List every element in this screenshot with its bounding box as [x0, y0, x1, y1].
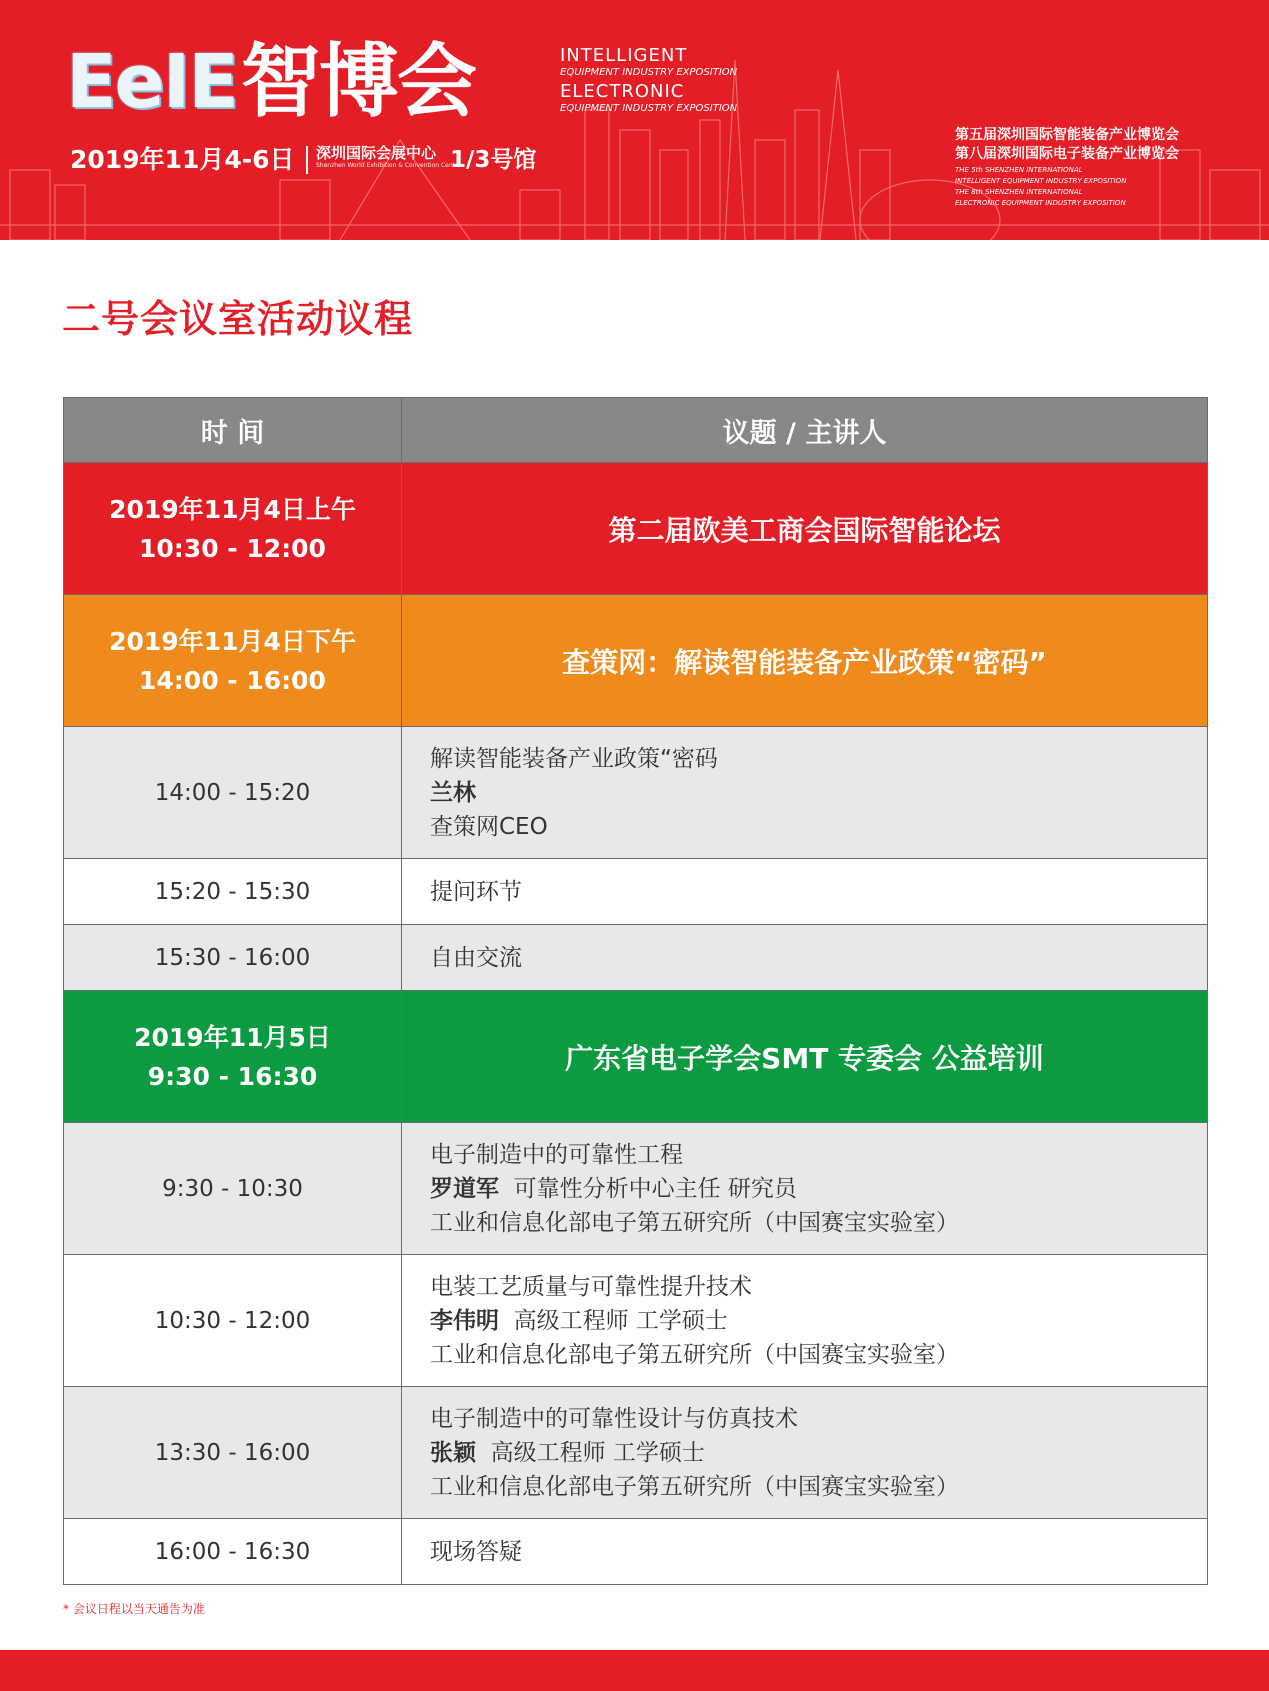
session-hours: 10:30 - 12:00 [139, 533, 326, 563]
logo-en-line: INTELLIGENT [560, 45, 688, 66]
agenda-table [63, 397, 1208, 1585]
column-header-topic: 议题 / 主讲人 [402, 398, 1208, 463]
header-banner [0, 0, 1269, 240]
logo-en-line: EQUIPMENT INDUSTRY EXPOSITION [560, 103, 738, 114]
session-time [64, 991, 402, 1123]
speaker-position: 高级工程师 工学硕士 [490, 1439, 705, 1466]
session-date: 2019年11月5日 [134, 1022, 331, 1052]
column-header-time: 时 间 [64, 398, 402, 463]
page-title: 二号会议室活动议程 [62, 297, 414, 341]
logo-english [560, 46, 737, 118]
logo-en-line: ELECTRONIC [560, 81, 685, 102]
table-row [64, 1123, 1208, 1255]
talk-title: 电装工艺质量与可靠性提升技术 [430, 1273, 752, 1300]
speaker-name: 罗道军 [430, 1175, 499, 1202]
row-time: 16:00 - 16:30 [64, 1519, 402, 1585]
session-time [64, 463, 402, 595]
row-topic: 现场答疑 [402, 1519, 1208, 1585]
venue-cn: 深圳国际会展中心 [316, 144, 437, 162]
table-row [64, 1387, 1208, 1519]
hall-number: 1/3号馆 [450, 147, 537, 173]
speaker-affiliation: 工业和信息化部电子第五研究所（中国赛宝实验室） [430, 1341, 959, 1368]
row-topic [402, 1123, 1208, 1255]
logo-chinese: 智博会 [240, 35, 475, 128]
row-topic [402, 1387, 1208, 1519]
venue [316, 144, 461, 170]
session-date: 2019年11月4日上午 [109, 494, 356, 524]
speaker-name: 李伟明 [430, 1307, 499, 1334]
session-row [64, 463, 1208, 595]
table-row [64, 1255, 1208, 1387]
row-time: 13:30 - 16:00 [64, 1387, 402, 1519]
table-row [64, 727, 1208, 859]
table-row [64, 859, 1208, 925]
row-topic [402, 1255, 1208, 1387]
expo-names [955, 126, 1179, 208]
table-header-row [64, 398, 1208, 463]
row-topic: 自由交流 [402, 925, 1208, 991]
row-time: 14:00 - 15:20 [64, 727, 402, 859]
venue-en: Shenzhen World Exhibition & Convention Center [316, 162, 462, 169]
row-time: 15:20 - 15:30 [64, 859, 402, 925]
expo-name-en: THE 8th SHENZHEN INTERNATIONAL [955, 188, 1083, 196]
session-title: 第二届欧美工商会国际智能论坛 [402, 463, 1208, 595]
row-topic [402, 727, 1208, 859]
speaker-affiliation: 查策网CEO [430, 813, 548, 840]
speaker-position: 高级工程师 工学硕士 [513, 1307, 728, 1334]
table-row [64, 1519, 1208, 1585]
table-row [64, 925, 1208, 991]
divider [306, 146, 308, 174]
logo-latin: EeIE [66, 39, 237, 125]
row-time: 15:30 - 16:00 [64, 925, 402, 991]
session-title: 广东省电子学会SMT 专委会 公益培训 [402, 991, 1208, 1123]
row-time: 9:30 - 10:30 [64, 1123, 402, 1255]
footnote: * 会议日程以当天通告为准 [63, 1602, 205, 1616]
expo-name-en: THE 5th SHENZHEN INTERNATIONAL [955, 166, 1083, 174]
expo-logo [66, 35, 475, 128]
speaker-position: 可靠性分析中心主任 研究员 [513, 1175, 797, 1202]
event-date: 2019年11月4-6日 [70, 145, 295, 174]
session-time [64, 595, 402, 727]
expo-name-en: ELECTRONIC EQUIPMENT INDUSTRY EXPOSITION [955, 199, 1126, 207]
speaker-name: 兰林 [430, 779, 476, 806]
speaker-affiliation: 工业和信息化部电子第五研究所（中国赛宝实验室） [430, 1473, 959, 1500]
speaker-affiliation: 工业和信息化部电子第五研究所（中国赛宝实验室） [430, 1209, 959, 1236]
talk-title: 电子制造中的可靠性设计与仿真技术 [430, 1405, 798, 1432]
session-hours: 9:30 - 16:30 [147, 1061, 318, 1091]
talk-title: 电子制造中的可靠性工程 [430, 1141, 683, 1168]
speaker-line [430, 1304, 1207, 1338]
session-row [64, 991, 1208, 1123]
speaker-line [430, 1436, 1207, 1470]
row-time: 10:30 - 12:00 [64, 1255, 402, 1387]
talk-title: 解读智能装备产业政策“密码 [430, 745, 718, 772]
expo-name-cn: 第五届深圳国际智能装备产业博览会 [955, 127, 1179, 143]
session-hours: 14:00 - 16:00 [139, 665, 326, 695]
expo-name-en: INTELLIGENT EQUIPMENT INDUSTRY EXPOSITION [955, 177, 1127, 185]
speaker-line [430, 1172, 1207, 1206]
footer-bar [0, 1650, 1269, 1691]
session-title: 查策网：解读智能装备产业政策“密码” [402, 595, 1208, 727]
logo-en-line: EQUIPMENT INDUSTRY EXPOSITION [560, 67, 738, 78]
session-row [64, 595, 1208, 727]
session-date: 2019年11月4日下午 [109, 626, 356, 656]
row-topic: 提问环节 [402, 859, 1208, 925]
expo-name-cn: 第八届深圳国际电子装备产业博览会 [955, 146, 1179, 162]
speaker-name: 张颖 [430, 1439, 476, 1466]
